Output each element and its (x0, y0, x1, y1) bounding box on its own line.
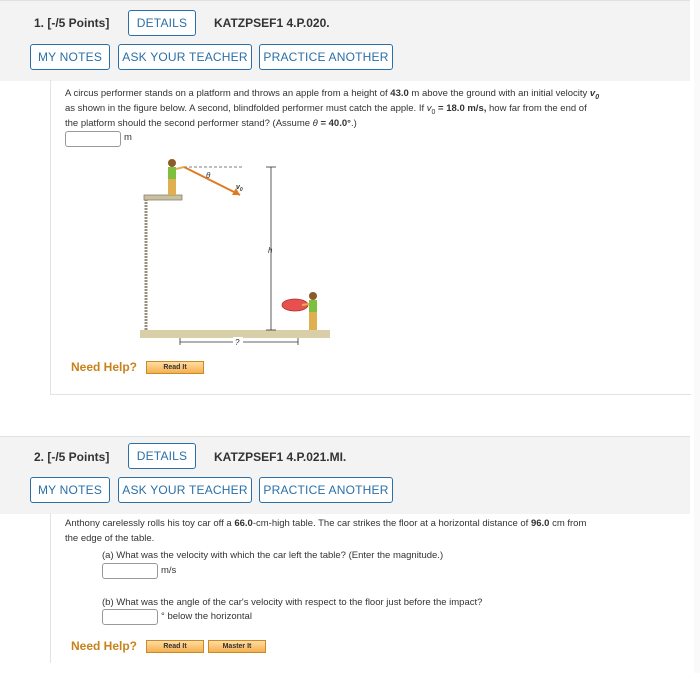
q2-question-id: KATZPSEF1 4.P.021.MI. (214, 450, 347, 464)
q2-part-b-question: (b) What was the angle of the car's velocity with respect to the floor just before the impact? (102, 597, 483, 608)
q2-table-height-value: 66.0 (234, 518, 253, 529)
q1-read-it-button[interactable]: Read It (146, 361, 204, 374)
q2-ask-teacher-button[interactable]: ASK YOUR TEACHER (118, 477, 252, 503)
q2-my-notes-button[interactable]: MY NOTES (30, 477, 110, 503)
q1-height-value: 43.0 (390, 88, 409, 99)
q1-ask-teacher-button[interactable]: ASK YOUR TEACHER (118, 44, 252, 70)
distance-unknown-label: ? (235, 338, 240, 345)
ground-rect (140, 330, 330, 338)
q2-part-a-question: (a) What was the velocity with which the car left the table? (Enter the magnitude.) (102, 550, 444, 561)
q1-text-line3: the platform should the second performer stand? (Assume θ = 40.0°.) (65, 118, 357, 129)
v0-label: $v_0$ (236, 184, 243, 193)
q2-part-a-unit: m/s (161, 565, 177, 576)
q1-question-id: KATZPSEF1 4.P.020. (214, 16, 330, 30)
q2-text-line2: the edge of the table. (65, 533, 155, 544)
q1-number: 1. [-/5 Points] (34, 16, 110, 30)
q2-part-b-input[interactable] (102, 609, 158, 625)
q2-number: 2. [-/5 Points] (34, 450, 110, 464)
q2-master-it-button[interactable]: Master It (208, 640, 266, 653)
q1-text-line1: A circus performer stands on a platform and throws an apple from a height of 43.0 m above the ground with an initial velocity $v_0$ (65, 88, 600, 101)
thrower-figure (168, 159, 184, 195)
q1-need-help-label: Need Help? (71, 360, 138, 374)
q2-part-a-input[interactable] (102, 563, 158, 579)
q1-details-button[interactable]: DETAILS (128, 10, 196, 36)
theta-label: θ (206, 171, 211, 180)
velocity-arrow (184, 167, 240, 195)
q2-distance-value: 96.0 (530, 518, 550, 529)
q1-unit-label: m (124, 132, 132, 143)
q2-details-button[interactable]: DETAILS (128, 443, 196, 469)
h-label: h (268, 246, 273, 255)
scrollbar[interactable] (694, 0, 700, 673)
q2-read-it-button[interactable]: Read It (146, 640, 204, 653)
q1-figure (140, 155, 340, 345)
q1-answer-input[interactable] (65, 131, 121, 147)
q1-practice-another-button[interactable]: PRACTICE ANOTHER (259, 44, 393, 70)
q2-need-help-label: Need Help? (71, 639, 138, 653)
q1-text-line2: as shown in the figure below. A second, blindfolded performer must catch the apple. If $v_0 = 18.0$ m/s, how far from the end of (65, 103, 587, 116)
catcher-figure (282, 292, 317, 330)
q2-part-b-unit: ° below the horizontal (161, 611, 252, 622)
q2-practice-another-button[interactable]: PRACTICE ANOTHER (259, 477, 393, 503)
platform-top (144, 195, 182, 200)
q1-my-notes-button[interactable]: MY NOTES (30, 44, 110, 70)
q2-text-line1: Anthony carelessly rolls his toy car off a 66.0-cm-high table. The car strikes the floor at a horizontal distance of 96.0 cm from (65, 518, 587, 529)
